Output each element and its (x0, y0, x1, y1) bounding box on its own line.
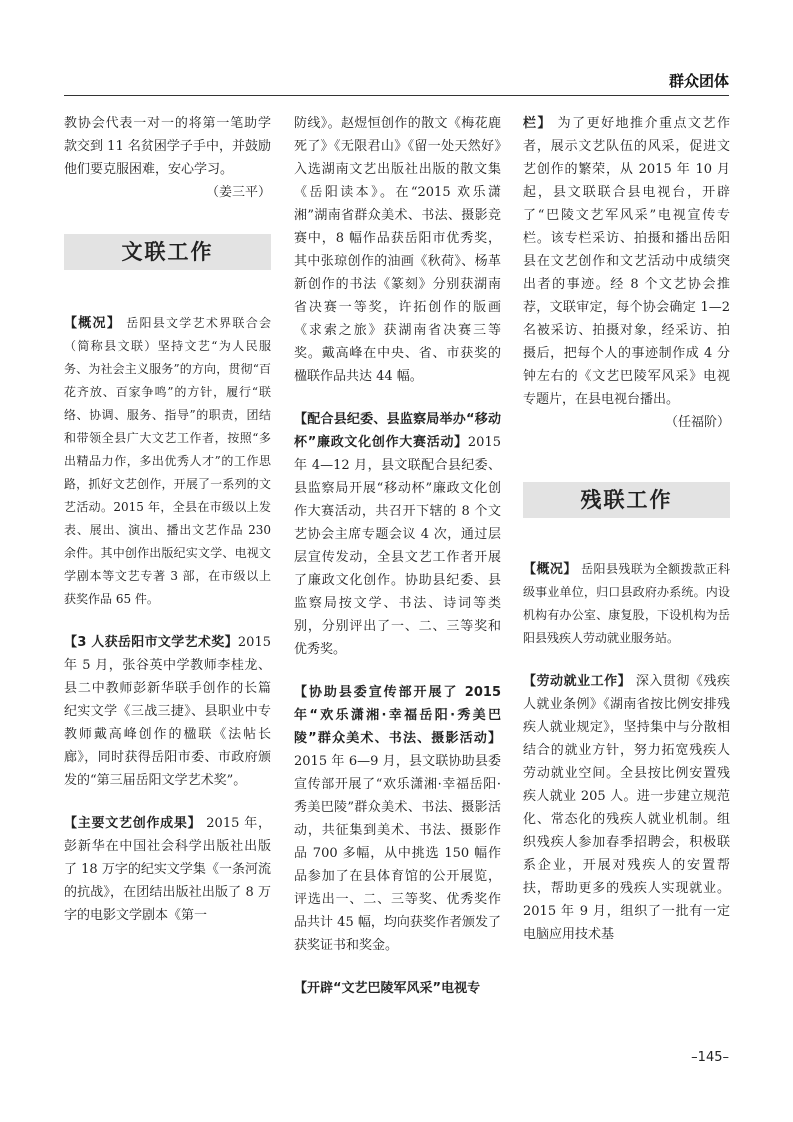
author-signature: （任福阶） (664, 415, 730, 430)
section-heading-canlian: 残联工作 (523, 482, 730, 518)
subhead: 【概况】 (64, 316, 122, 331)
paragraph-tv-column-head (294, 977, 501, 1000)
body-text: 岳阳县文学艺术界联合会（简称县文联）坚持文艺“为人民服务、为社会主义服务”的方向，贯彻“百花齐放、百家争鸣”的方针，履行“联络、协调、服务、指导”的职责，团结和带领全县广大文艺工作者，按照“多出精品力作，多出优秀人才”的工作思路，抓好文艺创作，开展了一系列的文艺活动。2015 年，全县在市级以上发表、展出、演出、播出文艺作品 230 余件。其中创作出版纪实文学、电视文学剧本等文艺专著 3 部，在市级以上获奖作品 65 件。 (64, 316, 271, 606)
paragraph: 教协会代表一对一的将第一笔助学款交到 11 名贫困学子手中，并鼓励他们要克服困难，安心学习。 (64, 116, 271, 177)
author-signature: （姜三平） (205, 185, 271, 200)
column-3 (523, 112, 730, 946)
subhead: 【协助县委宣传部开展了 2015 年“欢乐潇湘·幸福岳阳·秀美巴陵”群众美术、书法、摄影活动】 (294, 685, 501, 746)
paragraph-contest (294, 408, 501, 661)
subhead: 【劳动就业工作】 (523, 674, 632, 689)
subhead: 【概况】 (523, 562, 577, 577)
page-number: –145– (691, 1050, 729, 1065)
column-1 (64, 112, 271, 927)
subhead: 【开辟“文艺巴陵军风采”电视专 (294, 981, 481, 996)
body-text: 2015 年 5 月，张谷英中学教师李桂龙、县二中教师彭新华联手创作的长篇纪实文学《三战三捷》、县职业中专教师戴高峰创作的楹联《法帖长廊》，同时获得岳阳市委、市政府颁发的“第三届岳阳文学艺术奖”。 (64, 635, 271, 788)
subhead: 【主要文艺创作成果】 (64, 816, 202, 831)
subhead: 【3 人获岳阳市文学艺术奖】 (64, 635, 238, 650)
header-rule (64, 95, 729, 96)
running-header-title: 群众团体 (668, 72, 729, 90)
body-text: 为了更好地推介重点文艺作者，展示文艺队伍的风采，促进文艺创作的繁荣，从 2015 年 10 月起，县文联联合县电视台，开辟了“巴陵文艺军风采”电视宣传专栏。该专栏采访、拍摄和播出岳阳县在文艺创作和文艺活动中成绩突出者的事迹。经 8 个文艺协会推荐，文联审定，每个协会确定 1—2 名被采访、拍摄对象，经采访、拍摄后，把每个人的事迹制作成 4 分钟左右的《文艺巴陵军风采》电视专题片，在县电视台播出。 (523, 116, 730, 407)
column-2 (294, 112, 501, 1000)
body-text: 2015 年 6—9 月，县文联协助县委宣传部开展了“欢乐潇湘·幸福岳阳·秀美巴陵”群众美术、书法、摄影活动，共征集到美术、书法、摄影作品 700 多幅，从中挑选 150 幅作品参加了在县体育馆的公开展览，评选出一、二、三等奖、优秀奖作品共计 45 幅，均向获奖作者颁发了获奖证书和奖金。 (294, 754, 501, 953)
body-text: 2015 年 4—12 月，县文联配合县纪委、县监察局开展“移动杯”廉政文化创作大赛活动，共召开下辖的 8 个文艺协会主席专题会议 4 次，通过层层宣传发动，全县文艺工作者开展了廉政文化创作。协助县纪委、县监察局按文学、书法、诗词等类别，分别评出了一、二、三等奖和优秀奖。 (294, 435, 501, 657)
paragraph-overview (523, 558, 730, 650)
body-text: 深入贯彻《残疾人就业条例》《湖南省按比例安排残疾人就业规定》，坚持集中与分散相结合的就业方针，努力拓宽残疾人劳动就业空间。全县按比例安置残疾人就业 205 人。进一步建立规范化、常态化的残疾人就业机制。组织残疾人参加春季招聘会，积极联系企业，开展对残疾人的安置帮扶，帮助更多的残疾人实现就业。2015 年 9 月，组织了一批有一定电脑应用技术基 (523, 674, 730, 942)
paragraph-tv-column (523, 112, 730, 411)
paragraph-exhibition (294, 681, 501, 957)
paragraph: 防线》。赵煜恒创作的散文《梅花鹿死了》《无限君山》《留一处天然好》入选湖南文艺出版社出版的散文集《岳阳读本》。在“2015 欢乐潇湘”湖南省群众美术、书法、摄影竞赛中，8 幅作品获岳阳市优秀奖，其中张琼创作的油画《秋荷》、杨革新创作的书法《篆刻》分别获湖南省决赛一等奖，许拓创作的版画《求索之旅》获湖南省决赛三等奖。戴高峰在中央、省、市获奖的楹联作品共达 44 幅。 (294, 116, 501, 384)
body-text: 2015 年，彭新华在中国社会科学出版社出版了 18 万字的纪实文学集《一条河流的抗战》，在团结出版社出版了 8 万字的电影文学剧本《第一 (64, 816, 271, 923)
paragraph-achievements (64, 812, 271, 927)
paragraph-overview (64, 312, 271, 611)
subhead: 栏】 (523, 116, 552, 131)
section-heading-wenlian: 文联工作 (64, 234, 271, 270)
subhead: 【配合县纪委、县监察局举办“移动杯”廉政文化创作大赛活动】 (294, 412, 501, 450)
paragraph-award (64, 631, 271, 792)
paragraph-employment (523, 670, 730, 946)
body-text: 岳阳县残联为全额拨款正科级事业单位，归口县政府办系统。内设机构有办公室、康复股，下设机构为岳阳县残疾人劳动就业服务站。 (523, 562, 730, 645)
